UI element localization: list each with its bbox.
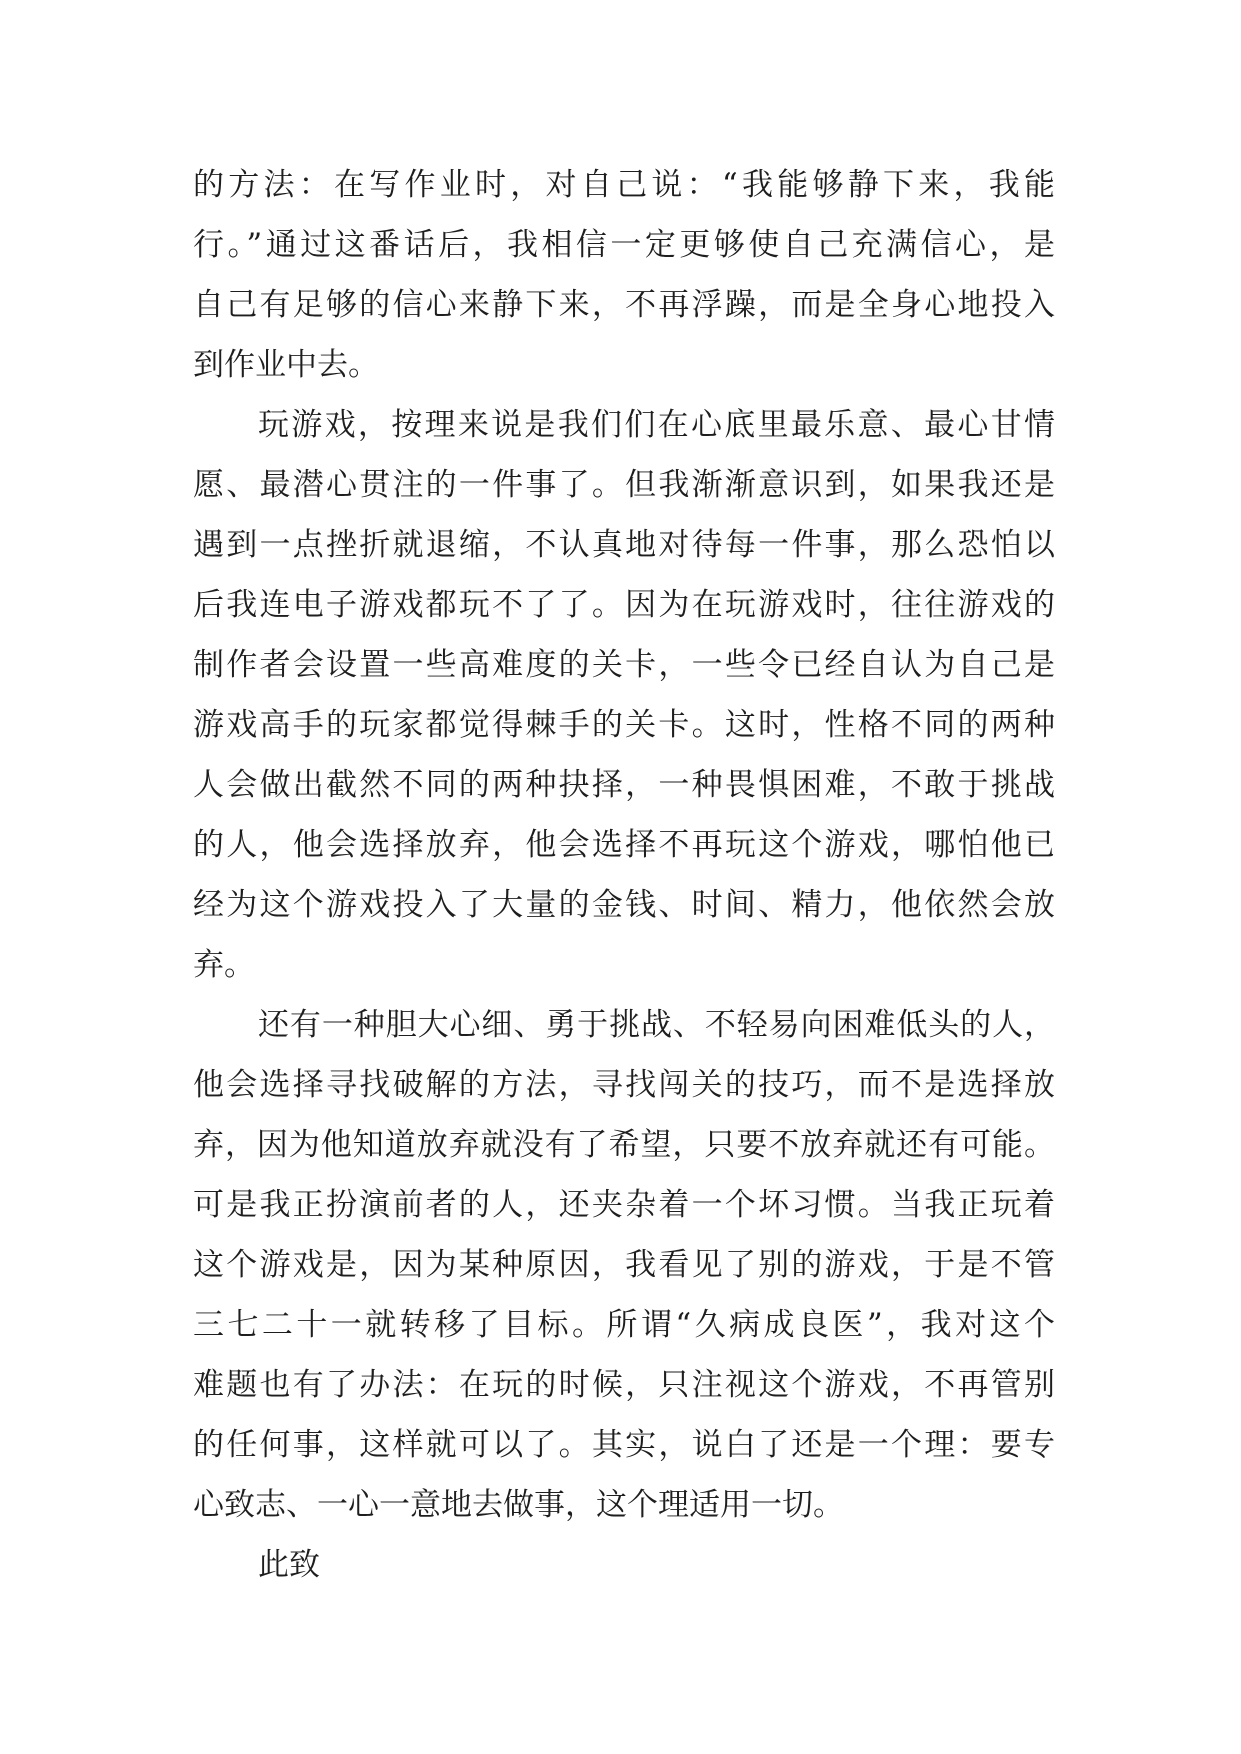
text-line: 的人，他会选择放弃，他会选择不再玩这个游戏，哪怕他已 — [193, 827, 1055, 863]
text-line: 行。”通过这番话后，我相信一定更够使自己充满信心，是 — [193, 227, 1055, 263]
text-line: 弃，因为他知道放弃就没有了希望，只要不放弃就还有可能。 — [193, 1127, 1055, 1163]
text-line: 玩游戏，按理来说是我们们在心底里最乐意、最心甘情 — [258, 407, 1055, 443]
text-line: 的任何事，这样就可以了。其实，说白了还是一个理：要专 — [193, 1427, 1055, 1463]
text-line: 难题也有了办法：在玩的时候，只注视这个游戏，不再管别 — [193, 1367, 1055, 1403]
text-line: 他会选择寻找破解的方法，寻找闯关的技巧，而不是选择放 — [193, 1067, 1055, 1103]
paragraph — [193, 395, 1055, 995]
text-line: 此致 — [258, 1547, 320, 1583]
text-line: 游戏高手的玩家都觉得棘手的关卡。这时，性格不同的两种 — [193, 707, 1055, 743]
text-line: 后我连电子游戏都玩不了了。因为在玩游戏时，往往游戏的 — [193, 587, 1055, 623]
text-line: 可是我正扮演前者的人，还夹杂着一个坏习惯。当我正玩着 — [193, 1187, 1055, 1223]
text-line: 愿、最潜心贯注的一件事了。但我渐渐意识到，如果我还是 — [193, 467, 1055, 503]
paragraph — [193, 995, 1055, 1535]
text-line: 自己有足够的信心来静下来，不再浮躁，而是全身心地投入 — [193, 287, 1055, 323]
text-line: 心致志、一心一意地去做事，这个理适用一切。 — [193, 1487, 844, 1523]
text-line: 经为这个游戏投入了大量的金钱、时间、精力，他依然会放 — [193, 887, 1055, 923]
text-line: 的方法：在写作业时，对自己说：“我能够静下来，我能 — [193, 167, 1055, 203]
closing-salutation — [193, 1535, 1055, 1595]
text-line: 弃。 — [193, 947, 255, 983]
document-page — [193, 155, 1055, 1595]
text-line: 这个游戏是，因为某种原因，我看见了别的游戏，于是不管 — [193, 1247, 1055, 1283]
paragraph — [193, 155, 1055, 395]
text-line: 人会做出截然不同的两种抉择，一种畏惧困难，不敢于挑战 — [193, 767, 1055, 803]
text-line: 遇到一点挫折就退缩，不认真地对待每一件事，那么恐怕以 — [193, 527, 1055, 563]
text-line: 到作业中去。 — [193, 347, 379, 383]
text-line: 三七二十一就转移了目标。所谓“久病成良医”，我对这个 — [193, 1307, 1055, 1343]
text-line: 还有一种胆大心细、勇于挑战、不轻易向困难低头的人， — [258, 1007, 1055, 1043]
text-line: 制作者会设置一些高难度的关卡，一些令已经自认为自己是 — [193, 647, 1055, 683]
